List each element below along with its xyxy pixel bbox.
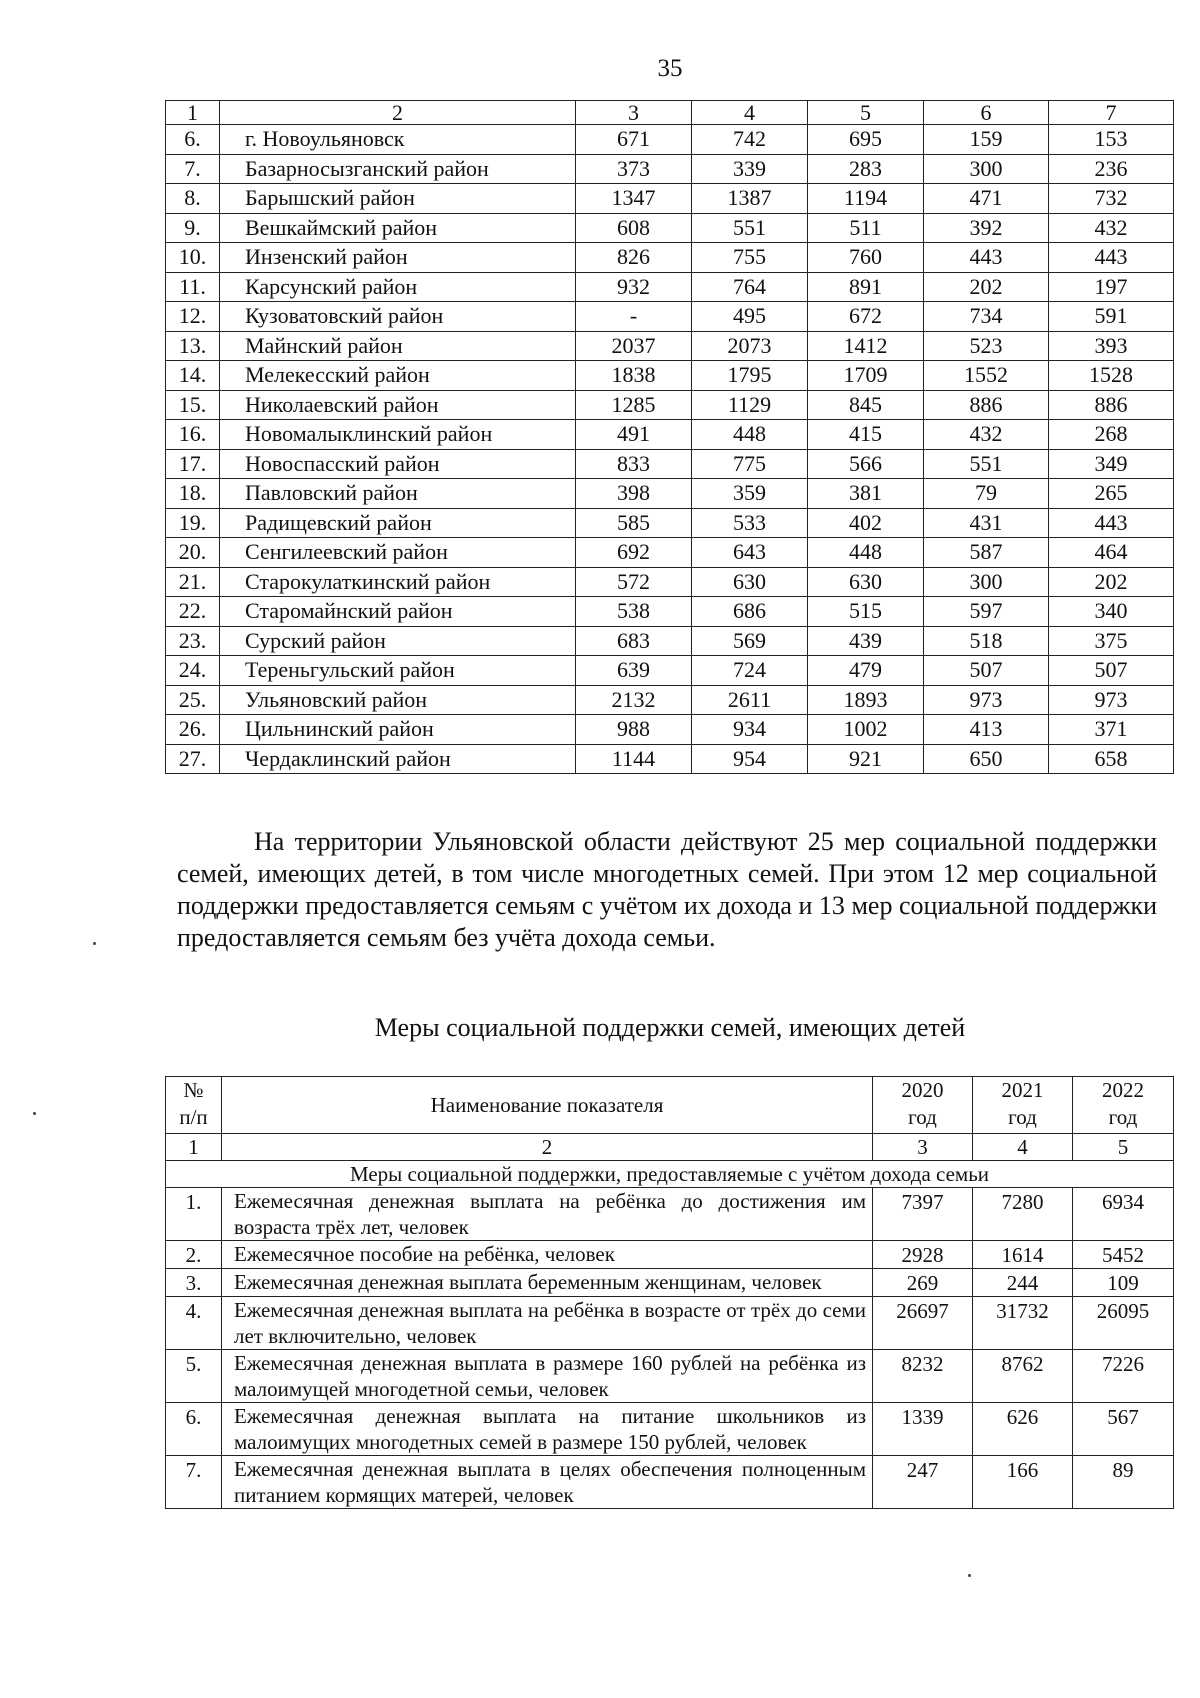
district-name: Радищевский район	[220, 508, 576, 538]
value-cell: 1194	[808, 184, 924, 214]
measure-name: Ежемесячная денежная выплата в целях обеспечения полноценным питанием кормящих матерей, человек	[222, 1456, 873, 1509]
row-number: 17.	[166, 449, 220, 479]
table-row	[166, 154, 1174, 184]
row-number: 1.	[166, 1188, 222, 1241]
value-cell: 643	[692, 538, 808, 568]
table-row	[166, 685, 1174, 715]
value-cell: 1709	[808, 361, 924, 391]
value-cell: 265	[1049, 479, 1174, 509]
table-row	[166, 243, 1174, 273]
value-cell: 1285	[576, 390, 692, 420]
value-cell: 375	[1049, 626, 1174, 656]
support-measures-table	[165, 1076, 1174, 1509]
value-cell: 507	[924, 656, 1049, 686]
measure-name: Ежемесячная денежная выплата в размере 160 рублей на ребёнка из малоимущей многодетной семьи, человек	[222, 1350, 873, 1403]
row-number: 5.	[166, 1350, 222, 1403]
value-cell: 695	[808, 125, 924, 155]
district-name: Павловский район	[220, 479, 576, 509]
value-cell: 415	[808, 420, 924, 450]
value-cell: 1347	[576, 184, 692, 214]
table-row	[166, 1188, 1174, 1241]
value-cell: 650	[924, 744, 1049, 774]
row-number: 4.	[166, 1297, 222, 1350]
page-number: 35	[657, 55, 683, 82]
column-number: 4	[973, 1134, 1073, 1161]
value-2020: 2928	[873, 1241, 973, 1269]
table-row	[166, 626, 1174, 656]
value-cell: 479	[808, 656, 924, 686]
value-2020: 26697	[873, 1297, 973, 1350]
value-cell: 755	[692, 243, 808, 273]
value-2022: 109	[1073, 1269, 1174, 1297]
value-cell: 283	[808, 154, 924, 184]
value-cell: 658	[1049, 744, 1174, 774]
value-cell: 523	[924, 331, 1049, 361]
district-name: Барышский район	[220, 184, 576, 214]
row-number: 7.	[166, 154, 220, 184]
subheading: Меры социальной поддержки, предоставляемые с учётом дохода семьи	[166, 1161, 1174, 1188]
value-cell: 973	[924, 685, 1049, 715]
scan-speck	[33, 1112, 36, 1115]
row-number: 3.	[166, 1269, 222, 1297]
value-cell: 1838	[576, 361, 692, 391]
row-number: 18.	[166, 479, 220, 509]
table-row	[166, 125, 1174, 155]
district-name: Карсунский район	[220, 272, 576, 302]
value-cell: 491	[576, 420, 692, 450]
column-header: 4	[692, 101, 808, 125]
value-cell: 507	[1049, 656, 1174, 686]
value-cell: 381	[808, 479, 924, 509]
value-cell: 1528	[1049, 361, 1174, 391]
value-cell: 764	[692, 272, 808, 302]
value-2020: 269	[873, 1269, 973, 1297]
section-title: Меры социальной поддержки семей, имеющих детей	[374, 1013, 966, 1042]
header-year-2021: 2021 год	[973, 1077, 1073, 1134]
district-name: Ульяновский район	[220, 685, 576, 715]
table-row	[166, 361, 1174, 391]
table-row	[166, 1403, 1174, 1456]
value-cell: 566	[808, 449, 924, 479]
value-cell: 202	[1049, 567, 1174, 597]
value-cell: 569	[692, 626, 808, 656]
value-cell: 686	[692, 597, 808, 627]
value-cell: 439	[808, 626, 924, 656]
district-name: Старокулаткинский район	[220, 567, 576, 597]
table-row	[166, 420, 1174, 450]
row-number: 14.	[166, 361, 220, 391]
value-cell: 597	[924, 597, 1049, 627]
district-name: Старомайнский район	[220, 597, 576, 627]
district-name: Кузоватовский район	[220, 302, 576, 332]
row-number: 16.	[166, 420, 220, 450]
row-number: 12.	[166, 302, 220, 332]
value-cell: 340	[1049, 597, 1174, 627]
table-row	[166, 449, 1174, 479]
district-name: Сенгилеевский район	[220, 538, 576, 568]
value-cell: 732	[1049, 184, 1174, 214]
value-cell: 159	[924, 125, 1049, 155]
value-cell: 639	[576, 656, 692, 686]
district-name: г. Новоульяновск	[220, 125, 576, 155]
value-2022: 7226	[1073, 1350, 1174, 1403]
value-cell: 79	[924, 479, 1049, 509]
measure-name: Ежемесячное пособие на ребёнка, человек	[222, 1241, 873, 1269]
value-cell: 988	[576, 715, 692, 745]
value-cell: 551	[692, 213, 808, 243]
value-cell: 197	[1049, 272, 1174, 302]
value-cell: 886	[924, 390, 1049, 420]
table-row	[166, 715, 1174, 745]
value-cell: 393	[1049, 331, 1174, 361]
row-number: 8.	[166, 184, 220, 214]
scan-speck	[93, 942, 96, 945]
value-cell: 359	[692, 479, 808, 509]
value-cell: 742	[692, 125, 808, 155]
value-2022: 567	[1073, 1403, 1174, 1456]
value-cell: 591	[1049, 302, 1174, 332]
district-name: Сурский район	[220, 626, 576, 656]
value-cell: 448	[808, 538, 924, 568]
value-cell: 826	[576, 243, 692, 273]
body-paragraph: На территории Ульяновской области действуют 25 мер социальной поддержки семей, имеющих детей, в том числе многодетных семей. При этом 12 мер социальной поддержки предоставляется семьям с учётом их дохода и 13 мер социальной поддержки предоставляется семьям без учёта дохода семьи.	[177, 827, 1157, 952]
value-2021: 244	[973, 1269, 1073, 1297]
table-row	[166, 1241, 1174, 1269]
row-number: 9.	[166, 213, 220, 243]
value-cell: 934	[692, 715, 808, 745]
value-cell: 585	[576, 508, 692, 538]
measure-name: Ежемесячная денежная выплата беременным женщинам, человек	[222, 1269, 873, 1297]
column-header: 2	[220, 101, 576, 125]
value-cell: 572	[576, 567, 692, 597]
table-row	[166, 567, 1174, 597]
value-2022: 6934	[1073, 1188, 1174, 1241]
table-row	[166, 597, 1174, 627]
value-cell: 671	[576, 125, 692, 155]
row-number: 6.	[166, 125, 220, 155]
value-cell: 464	[1049, 538, 1174, 568]
scan-speck	[968, 1574, 971, 1577]
value-cell: 2073	[692, 331, 808, 361]
value-2021: 31732	[973, 1297, 1073, 1350]
value-cell: 392	[924, 213, 1049, 243]
district-name: Новомалыклинский район	[220, 420, 576, 450]
district-name: Мелекесский район	[220, 361, 576, 391]
row-number: 20.	[166, 538, 220, 568]
table-row	[166, 272, 1174, 302]
value-cell: 339	[692, 154, 808, 184]
table-row	[166, 302, 1174, 332]
row-number: 15.	[166, 390, 220, 420]
value-cell: 587	[924, 538, 1049, 568]
value-2022: 89	[1073, 1456, 1174, 1509]
column-header: 5	[808, 101, 924, 125]
value-cell: 672	[808, 302, 924, 332]
value-2021: 1614	[973, 1241, 1073, 1269]
value-cell: 551	[924, 449, 1049, 479]
district-name: Тереньгульский район	[220, 656, 576, 686]
column-number: 3	[873, 1134, 973, 1161]
value-cell: 202	[924, 272, 1049, 302]
value-cell: 515	[808, 597, 924, 627]
value-cell: 373	[576, 154, 692, 184]
value-cell: 2611	[692, 685, 808, 715]
value-2021: 626	[973, 1403, 1073, 1456]
header-year-2022: 2022 год	[1073, 1077, 1174, 1134]
row-number: 25.	[166, 685, 220, 715]
row-number: 24.	[166, 656, 220, 686]
district-name: Николаевский район	[220, 390, 576, 420]
value-cell: 1552	[924, 361, 1049, 391]
district-name: Цильнинский район	[220, 715, 576, 745]
value-cell: 1795	[692, 361, 808, 391]
table-row	[166, 1350, 1174, 1403]
table-row	[166, 1456, 1174, 1509]
row-number: 27.	[166, 744, 220, 774]
value-cell: -	[576, 302, 692, 332]
column-number: 5	[1073, 1134, 1174, 1161]
value-cell: 845	[808, 390, 924, 420]
row-number: 2.	[166, 1241, 222, 1269]
value-cell: 886	[1049, 390, 1174, 420]
header-number-cell	[166, 1077, 222, 1134]
value-cell: 398	[576, 479, 692, 509]
value-cell: 1129	[692, 390, 808, 420]
value-cell: 630	[692, 567, 808, 597]
value-cell: 495	[692, 302, 808, 332]
districts-table	[165, 100, 1174, 774]
value-cell: 760	[808, 243, 924, 273]
value-cell: 431	[924, 508, 1049, 538]
column-number: 2	[222, 1134, 873, 1161]
measure-name: Ежемесячная денежная выплата на питание школьников из малоимущих многодетных семей в размере 150 рублей, человек	[222, 1403, 873, 1456]
row-number: 22.	[166, 597, 220, 627]
row-number: 11.	[166, 272, 220, 302]
district-name: Базарносызганский район	[220, 154, 576, 184]
value-cell: 268	[1049, 420, 1174, 450]
value-cell: 932	[576, 272, 692, 302]
value-cell: 349	[1049, 449, 1174, 479]
value-cell: 471	[924, 184, 1049, 214]
value-2020: 247	[873, 1456, 973, 1509]
value-cell: 432	[924, 420, 1049, 450]
value-cell: 402	[808, 508, 924, 538]
value-cell: 2132	[576, 685, 692, 715]
value-cell: 371	[1049, 715, 1174, 745]
value-cell: 443	[924, 243, 1049, 273]
district-name: Вешкаймский район	[220, 213, 576, 243]
column-number: 1	[166, 1134, 222, 1161]
table-row	[166, 331, 1174, 361]
value-cell: 2037	[576, 331, 692, 361]
value-cell: 153	[1049, 125, 1174, 155]
table-row	[166, 479, 1174, 509]
value-cell: 734	[924, 302, 1049, 332]
value-2022: 5452	[1073, 1241, 1174, 1269]
district-name: Майнский район	[220, 331, 576, 361]
header-number-symbol: №	[183, 1078, 204, 1102]
table-row	[166, 538, 1174, 568]
value-cell: 921	[808, 744, 924, 774]
measure-name: Ежемесячная денежная выплата на ребёнка в возрасте от трёх до семи лет включительно, человек	[222, 1297, 873, 1350]
value-cell: 833	[576, 449, 692, 479]
value-cell: 533	[692, 508, 808, 538]
value-cell: 724	[692, 656, 808, 686]
value-2022: 26095	[1073, 1297, 1174, 1350]
table-row	[166, 1297, 1174, 1350]
row-number: 23.	[166, 626, 220, 656]
table-header-row	[166, 101, 1174, 125]
row-number: 6.	[166, 1403, 222, 1456]
row-number: 26.	[166, 715, 220, 745]
header-year-2020: 2020 год	[873, 1077, 973, 1134]
table-row	[166, 1269, 1174, 1297]
value-cell: 432	[1049, 213, 1174, 243]
table-row	[166, 213, 1174, 243]
subheading-row	[166, 1161, 1174, 1188]
value-cell: 973	[1049, 685, 1174, 715]
value-cell: 891	[808, 272, 924, 302]
district-name: Инзенский район	[220, 243, 576, 273]
value-cell: 1002	[808, 715, 924, 745]
table-row	[166, 508, 1174, 538]
table-row	[166, 390, 1174, 420]
value-2021: 8762	[973, 1350, 1073, 1403]
table-row	[166, 744, 1174, 774]
value-cell: 1412	[808, 331, 924, 361]
value-cell: 538	[576, 597, 692, 627]
column-header: 3	[576, 101, 692, 125]
value-cell: 630	[808, 567, 924, 597]
value-cell: 413	[924, 715, 1049, 745]
table-header-row	[166, 1077, 1174, 1134]
value-2020: 8232	[873, 1350, 973, 1403]
value-cell: 518	[924, 626, 1049, 656]
value-cell: 443	[1049, 243, 1174, 273]
value-cell: 511	[808, 213, 924, 243]
value-cell: 1387	[692, 184, 808, 214]
value-2020: 1339	[873, 1403, 973, 1456]
district-name: Новоспасский район	[220, 449, 576, 479]
value-cell: 236	[1049, 154, 1174, 184]
value-cell: 1893	[808, 685, 924, 715]
column-number-row	[166, 1134, 1174, 1161]
value-cell: 692	[576, 538, 692, 568]
value-cell: 683	[576, 626, 692, 656]
header-number-label: п/п	[179, 1105, 208, 1129]
value-cell: 443	[1049, 508, 1174, 538]
value-cell: 1144	[576, 744, 692, 774]
value-2021: 7280	[973, 1188, 1073, 1241]
value-cell: 608	[576, 213, 692, 243]
value-cell: 300	[924, 567, 1049, 597]
table-row	[166, 184, 1174, 214]
value-cell: 300	[924, 154, 1049, 184]
district-name: Чердаклинский район	[220, 744, 576, 774]
value-cell: 954	[692, 744, 808, 774]
header-name-cell: Наименование показателя	[222, 1077, 873, 1134]
row-number: 13.	[166, 331, 220, 361]
value-2020: 7397	[873, 1188, 973, 1241]
column-header: 1	[166, 101, 220, 125]
value-2021: 166	[973, 1456, 1073, 1509]
value-cell: 448	[692, 420, 808, 450]
measure-name: Ежемесячная денежная выплата на ребёнка до достижения им возраста трёх лет, человек	[222, 1188, 873, 1241]
column-header: 6	[924, 101, 1049, 125]
column-header: 7	[1049, 101, 1174, 125]
row-number: 10.	[166, 243, 220, 273]
row-number: 21.	[166, 567, 220, 597]
value-cell: 775	[692, 449, 808, 479]
row-number: 7.	[166, 1456, 222, 1509]
row-number: 19.	[166, 508, 220, 538]
table-row	[166, 656, 1174, 686]
